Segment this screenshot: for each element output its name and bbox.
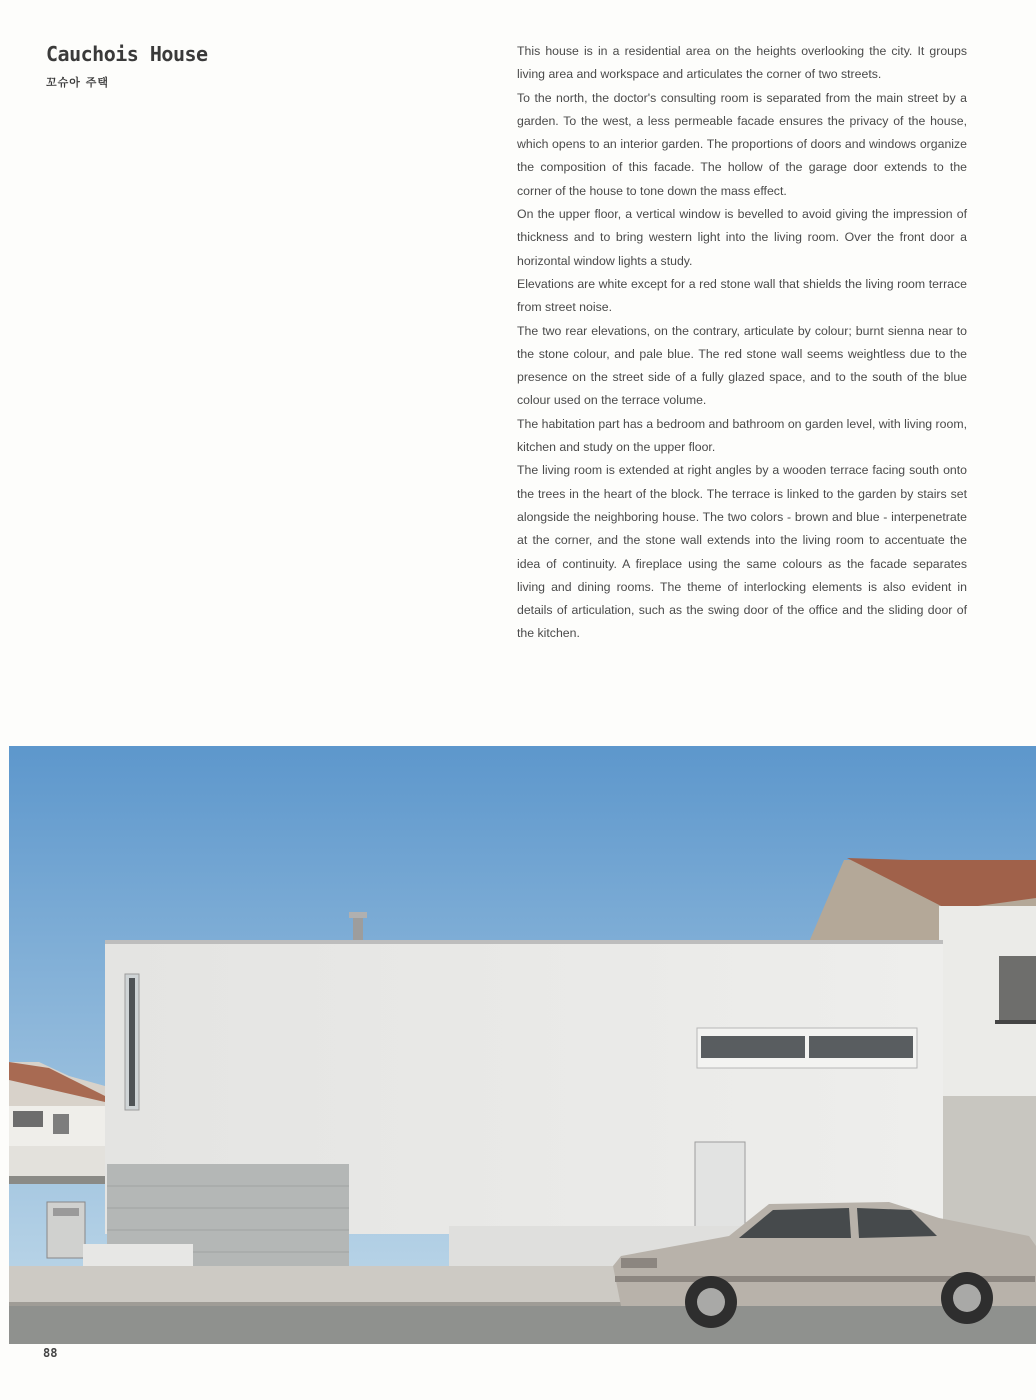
- road: [9, 1306, 1036, 1344]
- paragraph: This house is in a residential area on the heights overlooking the city. It groups living area and workspace and articulates the corner of two streets.: [517, 44, 967, 82]
- paragraph: To the north, the doctor's consulting room is separated from the main street by a garden. To the west, a less permeable facade ensures the privacy of the house, which opens to an interior garden. The proportions of doors and windows organize the composition of this facade. The hollow of the garage door extends to the corner of the house to tone down the mass effect.: [517, 90, 967, 198]
- paragraph: The habitation part has a bedroom and bathroom on garden level, with living room, kitchen and study on the upper floor.: [517, 416, 967, 455]
- paragraph: The two rear elevations, on the contrary, articulate by colour; burnt sienna near to the stone colour, and pale blue. The red stone wall seems weightless due to the presence on the street side of a fully glazed space, and to the south of the blue colour used on the terrace volume.: [517, 323, 967, 408]
- paragraph: Elevations are white except for a red stone wall that shields the living room terrace from street noise.: [517, 276, 967, 315]
- page-title: Cauchois House: [46, 42, 208, 66]
- house-photograph: [9, 746, 1036, 1344]
- paragraph: The living room is extended at right angles by a wooden terrace facing south onto the trees in the heart of the block. The terrace is linked to the garden by stairs set alongside the neighboring house. The two colors - brown and blue - interpenetrate at the corner, and the stone wall extends into the living room to accentuate the idea of continuity. A fireplace using the same colours as the facade separates living and dining rooms. The theme of interlocking elements is also evident in details of articulation, such as the swing door of the office and the sliding door of the kitchen.: [517, 463, 967, 641]
- page-number: 88: [43, 1346, 58, 1360]
- front-door: [695, 1142, 745, 1234]
- article-body: [517, 40, 967, 646]
- paragraph: On the upper floor, a vertical window is bevelled to avoid giving the impression of thickness and to bring western light into the living room. Over the front door a horizontal window lights a study.: [517, 207, 967, 268]
- page-subtitle-korean: 꼬슈아 주택: [46, 76, 109, 89]
